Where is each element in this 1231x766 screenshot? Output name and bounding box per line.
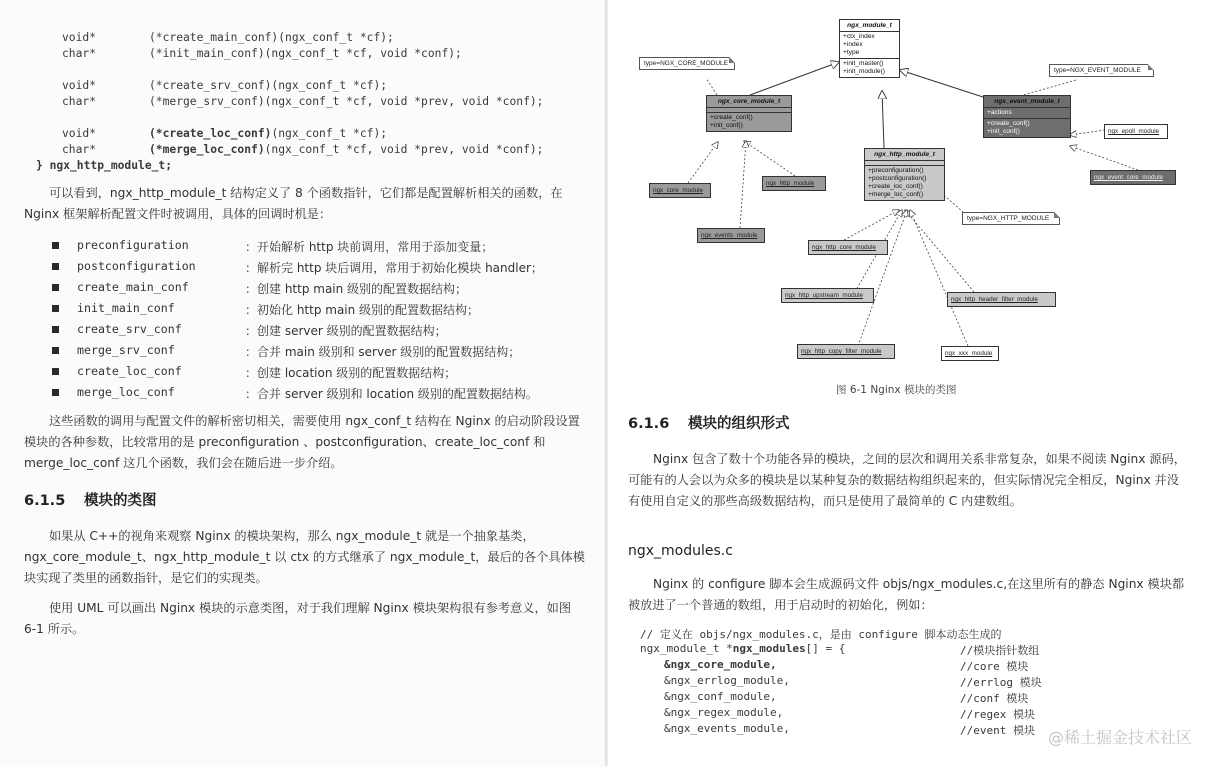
section-heading: 6.1.6 模块的组织形式 (628, 416, 790, 432)
code-line: &ngx_conf_module, (664, 690, 777, 703)
code-line: &ngx_regex_module, (664, 706, 784, 719)
code-comment: //conf 模块 (960, 692, 1029, 705)
intro-paragraph: 可以看到，ngx_http_module_t 结构定义了 8 个函数指针，它们都是配置解析相关的函数，在 Nginx 框架解析配置文件时被调用，具体的回调时机是： (24, 186, 563, 221)
code-comment: // 定义在 objs/ngx_modules.c，是由 configure 脚本动态生成的 (640, 628, 1002, 641)
bullet-icon (52, 347, 59, 354)
body-paragraph: 使用 UML 可以画出 Nginx 模块的示意类图，对于我们理解 Nginx 模块架构很有参考意义，如图 6-1 所示。 (24, 601, 572, 636)
uml-leaf-http-core-module: ngx_http_core_module (808, 240, 888, 255)
uml-note-http-type: type=NGX_HTTP_MODULE (962, 212, 1060, 225)
bullet-icon (52, 242, 59, 249)
code-comment: //模块指针数组 (960, 644, 1040, 657)
uml-leaf-http-header-filter-module: ngx_http_header_filter_module (947, 292, 1056, 307)
code-comment: //errlog 模块 (960, 676, 1042, 689)
uml-class-ngx-http-module-t: ngx_http_module_t +preconfiguration() +postconfiguration() +create_loc_conf() +merge_loc_conf() (864, 148, 945, 201)
bullet-icon (52, 389, 59, 396)
bullet-icon (52, 368, 59, 375)
uml-note-core-type: type=NGX_CORE_MODULE (639, 57, 735, 70)
code-comment: //regex 模块 (960, 708, 1035, 721)
uml-leaf-http-module: ngx_http_module (762, 176, 826, 191)
code-line: ngx_module_t *ngx_modules[] = { (640, 642, 846, 655)
body-paragraph: 这些函数的调用与配置文件的解析密切相关，需要使用 ngx_conf_t 结构在 Nginx 的启动阶段设置模块的各种参数，比较常用的是 preconfiguration 、postconfiguration、create_loc_conf 和 merge_loc_conf 这几个函数，我们会在随后进一步介绍。 (24, 414, 580, 470)
uml-leaf-http-copy-filter-module: ngx_http_copy_filter_module (797, 344, 895, 359)
code-line: void* (*create_srv_conf)(ngx_conf_t *cf); (62, 79, 388, 92)
bullet-icon (52, 326, 59, 333)
figure-caption: 图 6-1 Nginx 模块的类图 (836, 384, 957, 396)
code-line: &ngx_events_module, (664, 722, 790, 735)
uml-leaf-epoll-module: ngx_epoll_module (1104, 124, 1168, 139)
uml-leaf-xxx-module: ngx_xxx_module (941, 346, 999, 361)
uml-note-event-type: type=NGX_EVENT_MODULE (1049, 64, 1154, 77)
right-page (608, 0, 1231, 766)
body-paragraph: 如果从 C++的视角来观察 Nginx 的模块架构，那么 ngx_module_t 就是一个抽象基类，ngx_core_module_t、ngx_http_module_t 以 ctx 的方式继承了 ngx_module_t，最后的各个具体模块实现了类里的函数指针，是它们的实现类。 (24, 529, 585, 585)
bullet-icon (52, 284, 59, 291)
code-line: &ngx_core_module, (664, 658, 777, 671)
uml-class-ngx-module-t: ngx_module_t +ctx_index +index +type +init_master() +init_module() (839, 19, 900, 78)
uml-leaf-events-module: ngx_events_module (697, 228, 765, 243)
body-paragraph: Nginx 包含了数十个功能各异的模块，之间的层次和调用关系非常复杂，如果不阅读 Nginx 源码，可能有的人会以为众多的模块是以某种复杂的数据结构组织起来的，但实际情况完全相反，Nginx 并没有使用自定义的那些高级数据结构，而只是使用了最简单的 C 内建数组。 (628, 452, 1186, 508)
code-line: &ngx_errlog_module, (664, 674, 790, 687)
watermark: @稀土掘金技术社区 (1048, 728, 1193, 747)
code-line: void* (*create_main_conf)(ngx_conf_t *cf); (62, 31, 394, 44)
body-paragraph: Nginx 的 configure 脚本会生成源码文件 objs/ngx_modules.c,在这里所有的静态 Nginx 模块都被放进了一个普通的数组，用于启动时的初始化，例如： (628, 577, 1185, 612)
uml-leaf-http-upstream-module: ngx_http_upstream_module (781, 288, 874, 303)
uml-class-ngx-core-module-t: ngx_core_module_t +create_conf() +init_conf() (706, 95, 792, 132)
uml-class-ngx-event-module-t: ngx_event_module_t +actions +create_conf() +init_conf() (983, 95, 1071, 138)
bullet-icon (52, 263, 59, 270)
code-line: char* (*merge_loc_conf)(ngx_conf_t *cf, void *prev, void *conf); (62, 143, 544, 156)
uml-leaf-core-module: ngx_core_module (649, 183, 711, 198)
subheading: ngx_modules.c (628, 543, 733, 559)
code-struct-close: } ngx_http_module_t; (36, 159, 173, 172)
code-line: void* (*create_loc_conf)(ngx_conf_t *cf); (62, 127, 388, 140)
code-comment: //event 模块 (960, 724, 1035, 737)
uml-leaf-event-core-module: ngx_event_core_module (1090, 170, 1176, 185)
code-comment: //core 模块 (960, 660, 1029, 673)
code-line: char* (*init_main_conf)(ngx_conf_t *cf, void *conf); (62, 47, 462, 60)
code-line: char* (*merge_srv_conf)(ngx_conf_t *cf, void *prev, void *conf); (62, 95, 544, 108)
left-page: void* (*create_main_conf)(ngx_conf_t *cf); char* (*init_main_conf)(ngx_conf_t *cf, void *conf); void* (*create_srv_conf)(ngx_conf_t *cf); char* (*merge_srv_conf)(ngx_conf_t *cf, void *prev, void *conf); void* (*create_loc_conf)(ngx_conf_t *cf); char* (*merge_loc_conf)(ngx_conf_t *cf, void *prev, void *conf); } ngx_http_module_t; 可以看到，ngx_http_module_t 结构定义了 8 个函数指针，它们都是配置解析相关的函数，在 Nginx 框架解析配置文件时被调用，具体的回调时机是： preconfiguration ：开始解析 http 块前调用，常用于添加变量； postconfiguration ：解析完 http 块后调用，常用于初始化模块 handler； create_main_conf ：创建 http main 级别的配置数据结构； init_main_conf ：初始化 http main 级别的配置数据结构； create_srv_conf ：创建 server 级别的配置数据结构； merge_srv_conf ：合并 main 级别和 server 级别的配置数据结构； create_loc_conf ：创建 location 级别的配置数据结构； merge_loc_conf ：合并 server 级别和 location 级别的配置数据结构。 这些函数的调用与配置文件的解析密切相关，需要使用 ngx_conf_t 结构在 Nginx 的启动阶段设置模块的各种参数，比较常用的是 preconfiguration 、postconfiguration、create_loc_conf 和 merge_loc_conf 这几个函数，我们会在随后进一步介绍。 6.1.5 模块的类图 如果从 C++的视角来观察 Nginx 的模块架构，那么 ngx_module_t 就是一个抽象基类，ngx_core_module_t、ngx_http_module_t 以 ctx 的方式继承了 ngx_module_t，最后的各个具体模块实现了类里的函数指针，是它们的实现类。 使用 UML 可以画出 Nginx 模块的示意类图，对于我们理解 Nginx 模块架构很有参考意义，如图 6-1 所示。 (0, 0, 606, 766)
section-heading: 6.1.5 模块的类图 (24, 493, 157, 509)
bullet-icon (52, 305, 59, 312)
